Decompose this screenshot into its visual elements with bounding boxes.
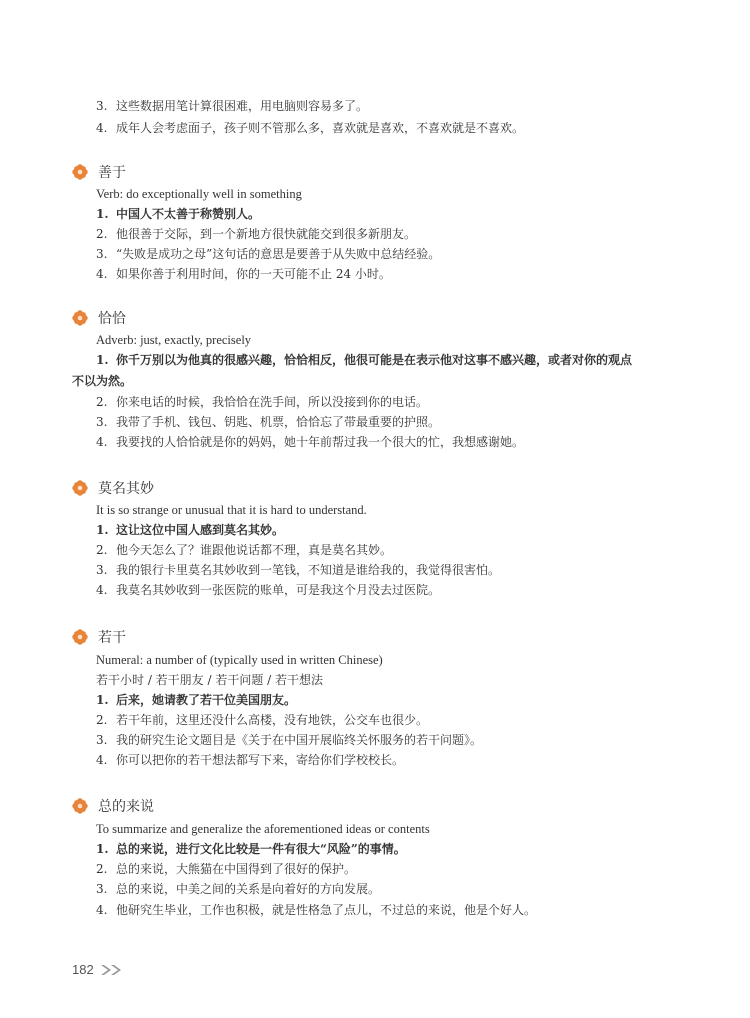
entry-definition: To summarize and generalize the aforementioned ideas or contents xyxy=(96,822,430,836)
example-sentence: 4. 你可以把你的若干想法都写下来，寄给你们学校校长。 xyxy=(96,753,405,767)
example-sentence: 2. 若干年前，这里还没什么高楼，没有地铁，公交车也很少。 xyxy=(96,713,429,727)
entry-term: 善于 xyxy=(98,165,126,181)
example-sentence: 4. 我要找的人恰恰就是你的妈妈，她十年前帮过我一个很大的忙，我想感谢她。 xyxy=(96,435,525,449)
example-sentence: 3. 我的研究生论文题目是《关于在中国开展临终关怀服务的若干问题》。 xyxy=(96,733,483,747)
example-sentence: 2. 你来电话的时候，我恰恰在洗手间，所以没接到你的电话。 xyxy=(96,395,429,409)
example-sentence: 3. “失败是成功之母”这句话的意思是要善于从失败中总结经验。 xyxy=(96,247,441,261)
entry-heading xyxy=(72,478,154,498)
example-sentence: 3. 我带了手机、钱包、钥匙、机票，恰恰忘了带最重要的护照。 xyxy=(96,415,441,429)
example-sentence: 1. 你千万别以为他真的很感兴趣，恰恰相反，他很可能是在表示他对这事不感兴趣，或者对你的观点 xyxy=(96,353,633,367)
entry-definition: Verb: do exceptionally well in something xyxy=(96,187,302,201)
entry-heading xyxy=(72,162,126,182)
entry-phrases: 若干小时 / 若干朋友 / 若干问题 / 若干想法 xyxy=(96,673,324,687)
intro-example: 4. 成年人会考虑面子，孩子则不管那么多，喜欢就是喜欢，不喜欢就是不喜欢。 xyxy=(96,121,525,135)
entry-term: 总的来说 xyxy=(98,799,154,815)
entry-definition: It is so strange or unusual that it is hard to understand. xyxy=(96,503,367,517)
flower-bullet-icon xyxy=(72,310,88,326)
entry-definition: Numeral: a number of (typically used in written Chinese) xyxy=(96,653,383,667)
entry-heading xyxy=(72,308,126,328)
example-sentence: 2. 他很善于交际，到一个新地方很快就能交到很多新朋友。 xyxy=(96,227,417,241)
entry-heading xyxy=(72,796,154,816)
example-sentence: 3. 总的来说，中美之间的关系是向着好的方向发展。 xyxy=(96,882,381,896)
flower-bullet-icon xyxy=(72,480,88,496)
page-footer xyxy=(72,962,124,977)
example-sentence: 2. 他今天怎么了？谁跟他说话都不理，真是莫名其妙。 xyxy=(96,543,393,557)
example-sentence: 1. 中国人不太善于称赞别人。 xyxy=(96,207,261,221)
entry-term: 莫名其妙 xyxy=(98,481,154,497)
example-sentence-continuation: 不以为然。 xyxy=(72,374,133,388)
example-sentence: 4. 如果你善于利用时间，你的一天可能不止 24 小时。 xyxy=(96,267,391,281)
example-sentence: 4. 我莫名其妙收到一张医院的账单，可是我这个月没去过医院。 xyxy=(96,583,441,597)
example-sentence: 3. 我的银行卡里莫名其妙收到一笔钱，不知道是谁给我的，我觉得很害怕。 xyxy=(96,563,501,577)
flower-bullet-icon xyxy=(72,798,88,814)
entry-definition: Adverb: just, exactly, precisely xyxy=(96,333,252,347)
example-sentence: 2. 总的来说，大熊猫在中国得到了很好的保护。 xyxy=(96,862,357,876)
example-sentence: 4. 他研究生毕业，工作也积极，就是性格急了点儿，不过总的来说，他是个好人。 xyxy=(96,903,537,917)
example-sentence: 1. 这让这位中国人感到莫名其妙。 xyxy=(96,523,285,537)
example-sentence: 1. 总的来说，进行文化比较是一件有很大“风险”的事情。 xyxy=(96,842,406,856)
flower-bullet-icon xyxy=(72,164,88,180)
flower-bullet-icon xyxy=(72,629,88,645)
intro-example: 3. 这些数据用笔计算很困难，用电脑则容易多了。 xyxy=(96,99,369,113)
example-sentence: 1. 后来，她请教了若干位美国朋友。 xyxy=(96,693,297,707)
entry-heading xyxy=(72,627,126,647)
entry-term: 恰恰 xyxy=(98,311,126,327)
page-number: 182 xyxy=(72,962,94,977)
entry-term: 若干 xyxy=(98,630,126,646)
double-chevron-right-icon xyxy=(100,964,124,976)
